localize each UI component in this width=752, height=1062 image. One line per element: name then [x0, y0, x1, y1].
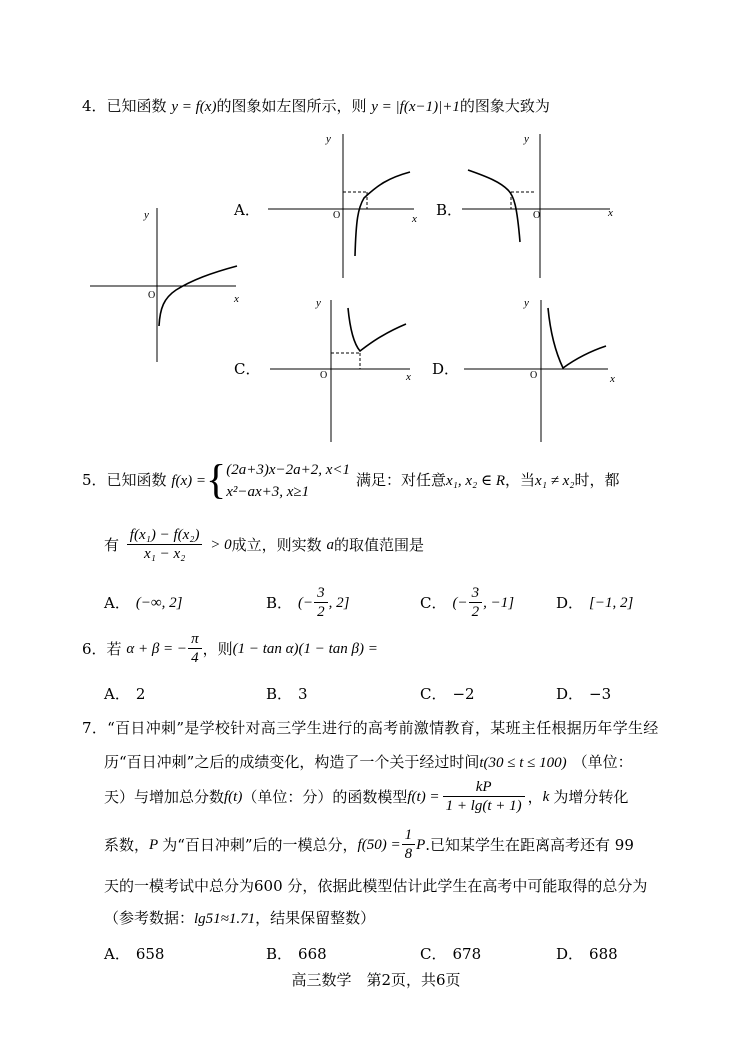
- q4-stem-b: 的图象如左图所示，则: [216, 97, 367, 115]
- q7-ref-data: lg51≈1.71: [194, 911, 256, 927]
- q6-option-d[interactable]: [556, 684, 611, 704]
- q7-option-d[interactable]: [556, 944, 618, 964]
- q4-option-b-label[interactable]: B．: [436, 201, 463, 219]
- q4-option-a-graph[interactable]: [266, 130, 426, 280]
- q6-option-a[interactable]: [104, 684, 145, 704]
- q6-stem-a: 若: [106, 639, 122, 658]
- option-label: B．: [266, 945, 293, 963]
- q4-option-d-label[interactable]: D．: [432, 360, 460, 378]
- q5-stem: [82, 456, 620, 504]
- y-label: y: [524, 297, 529, 309]
- curve: [348, 308, 406, 351]
- q7-line2: [104, 752, 633, 773]
- option-den: 2: [317, 604, 325, 620]
- x-label: x: [412, 213, 417, 225]
- q6-stem: [82, 630, 378, 667]
- q4-option-a-label[interactable]: A．: [234, 201, 260, 219]
- q7-line6-a: （参考数据：: [104, 909, 195, 927]
- q5-cond: x₁ ≠ x₂: [535, 473, 575, 489]
- x-label: x: [406, 371, 411, 383]
- option-value: 688: [589, 945, 618, 963]
- q7-f50-den: 8: [404, 846, 413, 862]
- q5-line2-b: 成立，则实数: [231, 535, 322, 554]
- q7-model: f(t) =: [407, 788, 440, 805]
- q5-line2: [104, 526, 424, 563]
- option-value-pre: (−: [298, 594, 314, 611]
- option-value: 658: [135, 945, 165, 963]
- option-value: −3: [589, 685, 612, 703]
- q7-model-den: 1 + lg(t + 1): [445, 798, 522, 814]
- q5-var-a: a: [326, 536, 334, 553]
- option-value: −2: [452, 685, 475, 703]
- origin-label: O: [333, 210, 341, 221]
- option-label: B．: [266, 593, 293, 612]
- option-label: C．: [420, 945, 447, 963]
- q6-expr: (1 − tan α)(1 − tan β) =: [232, 640, 378, 657]
- option-label: D．: [556, 945, 584, 963]
- q7-line2-a: 历“百日冲刺”之后的成绩变化，构造了一个关于经过时间: [104, 753, 480, 771]
- option-value: [−1, 2]: [589, 595, 634, 611]
- q7-line6: [104, 908, 375, 929]
- q5-option-b[interactable]: [266, 584, 350, 621]
- q5-stem-c: ，当: [505, 471, 536, 489]
- q5-line2-c: 的取值范围是: [333, 535, 424, 554]
- option-value-pre: (−: [452, 594, 468, 611]
- q7-ft: f(t): [224, 788, 243, 805]
- y-label: y: [316, 297, 321, 309]
- q7-line3-a: 天）与增加总分数: [104, 787, 225, 806]
- x-label: x: [608, 207, 613, 219]
- option-value: 3: [298, 685, 308, 703]
- q4-option-d-graph[interactable]: [464, 294, 624, 444]
- q4-stem-a: 已知函数: [106, 97, 167, 115]
- y-label: y: [144, 209, 149, 221]
- option-label: C．: [420, 593, 447, 612]
- option-value: 668: [298, 945, 327, 963]
- x-label: x: [234, 293, 239, 305]
- option-value: (−∞, 2]: [135, 595, 183, 611]
- q7-p2: P: [416, 836, 426, 853]
- q5-number: 5．: [82, 471, 107, 489]
- q5-stem-b: 满足：对任意: [356, 471, 447, 489]
- q5-vars: x₁, x₂ ∈ R: [446, 473, 506, 489]
- origin-label: O: [320, 370, 328, 381]
- q5-stem-d: 时，都: [574, 471, 620, 489]
- q6-number: 6．: [82, 639, 107, 658]
- q6-den: 4: [191, 650, 199, 666]
- curve: [548, 308, 606, 368]
- q6-option-c[interactable]: [420, 684, 475, 704]
- q5-line2-a: 有: [104, 535, 120, 554]
- origin-label: O: [530, 370, 538, 381]
- q7-line1-text: “百日冲刺”是学校针对高三学生进行的高考前激情教育，某班主任根据历年学生经: [107, 719, 659, 737]
- q5-frac-den: x₁ − x₂: [143, 546, 186, 562]
- q7-line6-b: ，结果保留整数）: [255, 909, 376, 927]
- option-value: 678: [452, 945, 482, 963]
- option-label: A．: [104, 594, 130, 612]
- q5-stem-a: 已知函数: [106, 471, 167, 489]
- q7-line4-b: 为“百日冲刺”后的一模总分，: [162, 835, 358, 854]
- q7-f50: f(50) =: [357, 836, 401, 853]
- q5-brace-icon: {: [206, 457, 227, 504]
- x-label: x: [610, 373, 615, 385]
- q4-number: 4．: [82, 97, 107, 115]
- page-footer: 高三数学 第2页，共6页: [291, 971, 461, 989]
- option-label: A．: [104, 685, 130, 703]
- q7-k: k: [542, 788, 550, 805]
- q7-line4: [104, 826, 634, 863]
- q5-option-a[interactable]: [104, 592, 183, 628]
- q7-line5: 天的一模考试中总分为600 分，依据此模型估计此学生在高考中可能取得的总分为: [104, 877, 648, 895]
- curve: [355, 172, 410, 256]
- q7-time-range: t(30 ≤ t ≤ 100): [479, 755, 567, 771]
- option-value-post: , 2]: [328, 594, 350, 611]
- q4-reference-graph: [86, 204, 246, 364]
- q7-option-c[interactable]: [420, 944, 481, 964]
- q7-f50-num: 1: [402, 826, 416, 845]
- q7-line3-c: ，: [527, 787, 543, 806]
- q6-lhs: α + β = −: [126, 640, 188, 657]
- option-label: C．: [420, 685, 447, 703]
- q5-option-c[interactable]: [420, 584, 514, 621]
- q7-option-a[interactable]: [104, 944, 164, 964]
- q5-frac-num: f(x₁) − f(x₂): [127, 526, 203, 545]
- option-value: 2: [135, 685, 146, 703]
- option-value-post: , −1]: [483, 594, 515, 611]
- q7-p: P: [149, 836, 159, 853]
- q5-fraction: [127, 526, 203, 563]
- q4-option-c-label[interactable]: C．: [234, 360, 261, 378]
- q7-line3: [104, 778, 628, 815]
- q7-number: 7．: [82, 719, 108, 737]
- q7-line2-b: （单位：: [572, 753, 633, 771]
- q4-func1: y = f(x): [171, 99, 217, 115]
- q7-line3-d: 为增分转化: [553, 787, 629, 806]
- q5-case1: (2a+3)x−2a+2, x<1: [226, 461, 350, 478]
- q5-ineq: > 0: [210, 536, 232, 553]
- option-den: 2: [471, 604, 480, 620]
- curve: [468, 170, 520, 242]
- option-num: 3: [469, 584, 483, 603]
- q7-line4-c: .已知某学生在距离高考还有 99: [425, 835, 634, 854]
- q6-num: π: [188, 630, 202, 649]
- origin-label: O: [148, 290, 156, 301]
- q7-line4-a: 系数，: [104, 835, 150, 854]
- q5-func: f(x) =: [171, 473, 207, 489]
- q4-func2: y = |f(x−1)|+1: [371, 99, 460, 115]
- option-label: A．: [104, 945, 130, 963]
- q5-case2: x²−ax+3, x≥1: [226, 483, 310, 500]
- q7-option-b[interactable]: [266, 944, 327, 964]
- y-label: y: [524, 133, 529, 145]
- q7-model-num: kP: [443, 778, 525, 797]
- q4-stem-c: 的图象大致为: [459, 97, 550, 115]
- y-label: y: [326, 133, 331, 145]
- q7-line1: [82, 718, 659, 738]
- option-label: B．: [266, 685, 293, 703]
- origin-label: O: [533, 210, 541, 221]
- q4-stem: [82, 96, 550, 117]
- q7-line3-b: （单位：分）的函数模型: [242, 787, 408, 806]
- q4-option-b-graph[interactable]: [460, 130, 620, 280]
- q4-option-c-graph[interactable]: [262, 294, 422, 444]
- option-label: D．: [556, 685, 584, 703]
- q6-stem-b: ，则: [202, 639, 233, 658]
- q5-option-d[interactable]: [556, 592, 633, 613]
- option-num: 3: [314, 584, 328, 603]
- curve: [159, 266, 237, 326]
- q6-option-b[interactable]: [266, 684, 308, 704]
- option-label: D．: [556, 594, 584, 612]
